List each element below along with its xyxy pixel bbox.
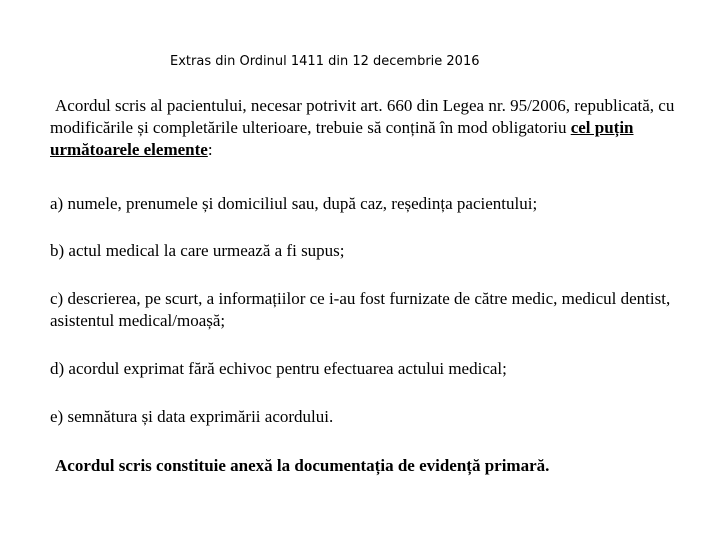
list-item-a: a) numele, prenumele și domiciliul sau, după caz, reședința pacientului; [50,194,538,213]
list-item-b: b) actul medical la care urmează a fi supus; [50,241,345,260]
intro-paragraph [50,95,690,161]
intro-emphasis: cel puțin următoarele elemente [50,118,634,159]
document-title: Extras din Ordinul 1411 din 12 decembrie 2016 [170,54,480,69]
list-item-c: c) descrierea, pe scurt, a informațiilor ce i-au fost furnizate de către medic, medicul dentist, asistentul medical/moașă; [50,289,671,330]
intro-text: Acordul scris al pacientului, necesar potrivit art. 660 din Legea nr. 95/2006, republicată, cu modificările și completările ulterioare, trebuie să conțină în mod obligatoriu [50,96,675,137]
intro-colon: : [207,140,213,159]
list-item-d: d) acordul exprimat fără echivoc pentru efectuarea actului medical; [50,359,507,378]
list-item-e: e) semnătura și data exprimării acordului. [50,407,334,426]
closing-statement: Acordul scris constituie anexă la documentația de evidență primară. [55,456,550,475]
